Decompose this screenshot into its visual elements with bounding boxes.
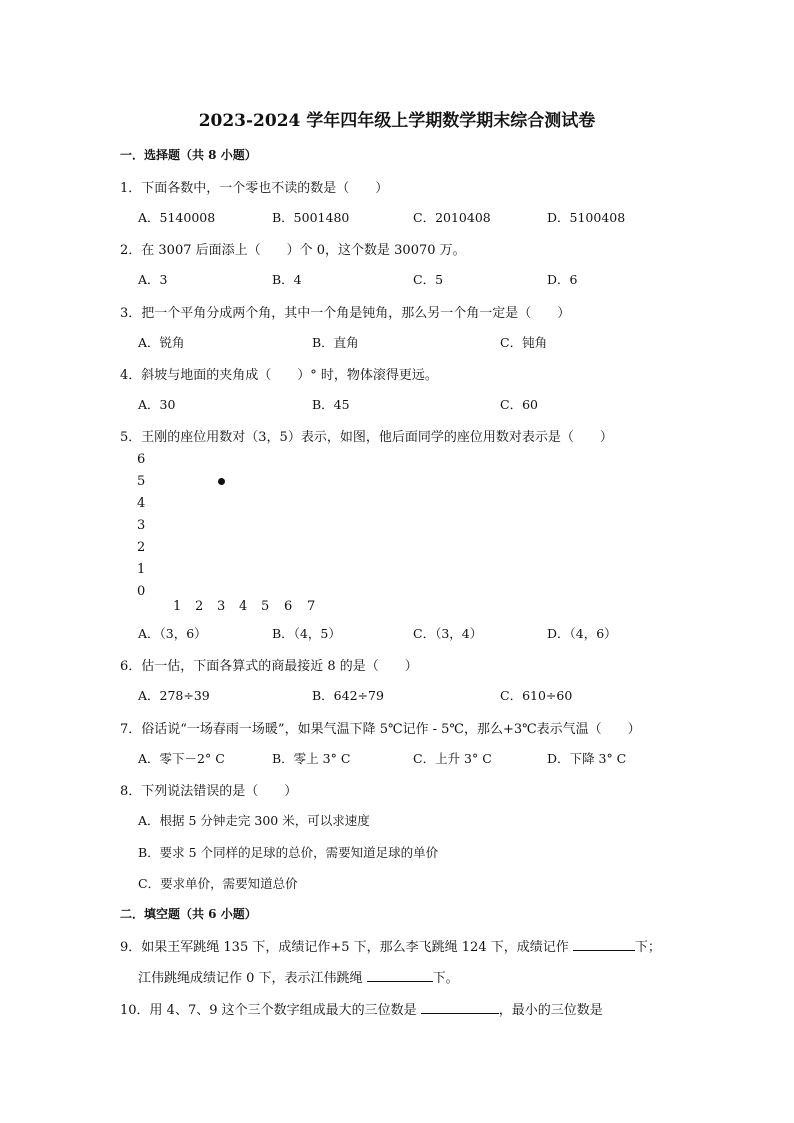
y-tick-4: 4 xyxy=(137,496,146,511)
question-5-option-b: B．（4，5） xyxy=(272,626,341,641)
question-3-option-b: B．直角 xyxy=(312,335,359,350)
section-heading-choice: 一．选择题（共 8 小题） xyxy=(120,148,257,162)
y-tick-6: 6 xyxy=(137,452,146,467)
x-tick-1: 1 xyxy=(173,599,182,614)
question-1-option-b: B．5001480 xyxy=(272,210,350,225)
wang-gang-seat-point xyxy=(218,478,225,485)
x-tick-2: 2 xyxy=(195,599,204,614)
question-10-line xyxy=(120,999,603,1018)
question-3-option-a: A．锐角 xyxy=(138,335,185,350)
y-tick-2: 2 xyxy=(137,540,146,555)
page-title: 2023-2024 学年四年级上学期数学期末综合测试卷 xyxy=(198,111,596,131)
question-2-stem: 2．在 3007 后面添上（ ）个 0，这个数是 30070 万。 xyxy=(120,243,466,258)
y-tick-3: 3 xyxy=(137,518,146,533)
x-tick-5: 5 xyxy=(261,599,270,614)
question-9-answer-blank-2[interactable] xyxy=(367,969,433,982)
y-tick-5: 5 xyxy=(137,474,146,489)
question-2-option-c: C．5 xyxy=(413,272,444,287)
y-tick-0: 0 xyxy=(137,584,146,599)
x-tick-7: 7 xyxy=(307,599,316,614)
question-4-option-c: C．60 xyxy=(500,397,538,412)
section-heading-fill-in: 二．填空题（共 6 小题） xyxy=(120,907,257,921)
question-1-option-a: A．5140008 xyxy=(138,210,216,225)
question-9-line-1 xyxy=(120,936,661,955)
question-9-text-c: 江伟跳绳成绩记作 0 下，表示江伟跳绳 xyxy=(138,971,367,986)
x-tick-3: 3 xyxy=(217,599,226,614)
question-7-option-b: B．零上 3° C xyxy=(272,751,351,766)
question-5-stem: 5．王刚的座位用数对（3，5）表示，如图，他后面同学的座位用数对表示是（ ） xyxy=(120,430,613,445)
question-4-stem: 4．斜坡与地面的夹角成（ ）° 时，物体滚得更远。 xyxy=(120,368,438,383)
question-10-text-b: ，最小的三位数是 xyxy=(498,1003,603,1018)
question-7-option-c: C．上升 3° C xyxy=(413,751,492,766)
question-1-option-c: C．2010408 xyxy=(413,210,491,225)
question-2-option-b: B．4 xyxy=(272,272,302,287)
question-9-answer-blank-1[interactable] xyxy=(573,938,635,951)
question-6-option-b: B．642÷79 xyxy=(312,688,384,703)
question-2-option-d: D．6 xyxy=(547,272,578,287)
question-4-option-b: B．45 xyxy=(312,397,350,412)
question-9-text-b: 下； xyxy=(634,940,661,955)
question-1-option-d: D．5100408 xyxy=(547,210,626,225)
x-tick-6: 6 xyxy=(284,599,293,614)
question-6-option-c: C．610÷60 xyxy=(500,688,573,703)
question-7-option-d: D．下降 3° C xyxy=(547,751,627,766)
question-1-stem: 1．下面各数中，一个零也不读的数是（ ） xyxy=(120,181,389,196)
x-tick-4: 4 xyxy=(239,599,248,614)
question-6-option-a: A．278÷39 xyxy=(138,688,210,703)
question-10-answer-blank-1[interactable] xyxy=(421,1001,499,1014)
question-9-text-d: 下。 xyxy=(432,971,459,986)
question-8-option-b: B．要求 5 个同样的足球的总价，需要知道足球的单价 xyxy=(138,845,439,860)
question-6-stem: 6．估一估，下面各算式的商最接近 8 的是（ ） xyxy=(120,659,418,674)
question-4-option-a: A．30 xyxy=(138,397,176,412)
question-5-option-a: A．（3，6） xyxy=(138,626,207,641)
question-10-text-a: 10．用 4、7、9 这个三个数字组成最大的三位数是 xyxy=(120,1003,421,1018)
question-5-option-d: D．（4，6） xyxy=(547,626,617,641)
y-tick-1: 1 xyxy=(137,562,146,577)
question-7-option-a: A．零下－2° C xyxy=(138,751,225,766)
question-5-option-c: C．（3，4） xyxy=(413,626,483,641)
question-2-option-a: A．3 xyxy=(138,272,168,287)
question-8-option-c: C．要求单价，需要知道总价 xyxy=(138,876,298,891)
question-7-stem: 7．俗话说“一场春雨一场暖”，如果气温下降 5℃记作 - 5℃，那么+3℃表示气温（ ） xyxy=(120,722,641,737)
question-3-stem: 3．把一个平角分成两个角，其中一个角是钝角，那么另一个角一定是（ ） xyxy=(120,306,571,321)
question-8-stem: 8．下列说法错误的是（ ） xyxy=(120,784,298,799)
question-9-line-2 xyxy=(138,967,459,986)
question-3-option-c: C．钝角 xyxy=(500,335,548,350)
question-8-option-a: A．根据 5 分钟走完 300 米，可以求速度 xyxy=(138,813,370,828)
question-9-text-a: 9．如果王军跳绳 135 下，成绩记作+5 下，那么李飞跳绳 124 下，成绩记作 xyxy=(120,940,573,955)
